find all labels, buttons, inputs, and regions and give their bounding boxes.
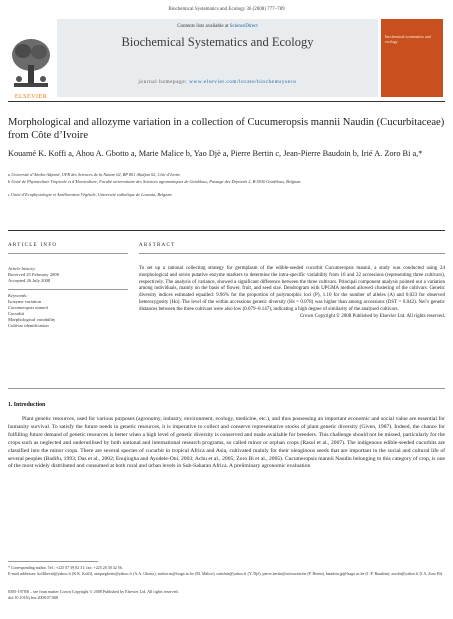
keyword: Cultivar identification [8, 323, 49, 328]
copyright-line: Crown Copyright © 2008 Published by Elsevier Ltd. All rights reserved. [299, 313, 445, 319]
homepage-link[interactable]: www.elsevier.com/locate/biochemsyseco [189, 79, 297, 85]
contents-line: Contents lists available at ScienceDirect [177, 24, 258, 29]
cover-title: biochemical systematics and ecology [385, 34, 431, 44]
abstract-end-rule [8, 388, 445, 389]
affiliation-c: c Unité d’Ecophysiologie et Amélioration Végétale, Université catholique de Louvain, Belgium [8, 192, 172, 197]
keyword: Isozyme variation [8, 299, 42, 304]
email-footnote: E-mail addresses: koffikevin@yahoo.fr (K.K. Koffi), aniquegbotto@yahoo.fr (A.A. Gbotto), malice.m@fsagx.ac.be (M. Malice), satisfaie@yahoo.fr (Y. Djè), pierre.bertin@uclouvain.be (P. Bertin), baudoin.jp@fsagx.ac.be (J.-P. Baudoin), zorobi@yahoo.fr (I.A. Zoro Bi). [8, 571, 444, 576]
keyword: Cucumeropsis mannii [8, 305, 49, 310]
corresponding-footnote: * Corresponding author. Tel.: +225 07 39 02 31; fax: +225 20 30 42 56. [8, 565, 123, 570]
section-heading: 1. Introduction [8, 402, 46, 408]
keywords-rule [8, 289, 128, 290]
keyword: Morphological variability [8, 317, 56, 322]
abstract-heading: ABSTRACT [139, 243, 176, 248]
elsevier-tree-logo [8, 35, 54, 93]
journal-homepage: journal homepage: www.elsevier.com/locate/biochemsyseco [138, 79, 297, 85]
received-date: Received 25 February 2008 [8, 272, 59, 277]
journal-cover-image [381, 19, 443, 97]
keyword: Cucurbit [8, 311, 25, 316]
journal-title: Biochemical Systematics and Ecology [121, 35, 314, 49]
keywords: Keywords: Isozyme variation Cucumeropsis mannii Cucurbit Morphological variability Cultivar identification [8, 293, 128, 329]
doi-line[interactable]: doi:10.1016/j.bse.2008.07.008 [8, 595, 58, 600]
journal-banner [57, 19, 378, 97]
issn-line: 0305-1978/$ – see front matter Crown Copyright © 2008 Published by Elsevier Ltd. All rights reserved. [8, 589, 179, 594]
running-head: Biochemical Systematics and Ecology 36 (2008) 777–789 [168, 7, 285, 12]
sciencedirect-link[interactable]: ScienceDirect [229, 24, 258, 29]
author-list: Kouamé K. Koffi a, Ahou A. Gbotto a, Marie Malice b, Yao Djè a, Pierre Bertin c, Jean-Pierre Baudoin b, Irié A. Zoro Bi a,* [8, 149, 423, 158]
footnote-rule [8, 561, 98, 562]
header-rule [8, 101, 445, 102]
article-info-rule [8, 253, 128, 254]
abstract-rule [139, 253, 445, 254]
affiliation-a: a Université d’Abobo-Adjamé, UFR des Sciences de la Nature 02, BP 801 Abidjan 02, Côte d’Ivoire [8, 172, 181, 177]
section-rule [8, 230, 445, 231]
abstract-text: To set up a rational collecting strategy for germplasm of the edible-seeded cucurbit Cucumeropsis mannii, a study was conducted using 24 morphological and seven putative enzyme markers to determine the intra-specific variability from 16 and 22 accessions (representing three cultivars), respectively. The analysis of variance, showed a significant difference between the three cultivars. Principal component analysis pointed out a variation among individuals, mainly on the basis of flower, fruit, and seed size. Dendrogram with UPGMA method allowed clustering of the cultivars. Genetic diversity indices estimated equalled: 9.96% for the proportion of polymorphic loci (P), 1.10 for the number of alleles (A) and 0.023 for observed heterozygosity (Ho). The level of the within accessions genetic diversity (Hs = 0.078) was higher than among accessions (DST = 0.042). Nei’s genetic distances between the three cultivars were also low (0.079–0.147), indicating a high degree of similarity of the analysed cultivars. Crown Copyright © 2008 Published by Elsevier Ltd. All rights reserved. [139, 266, 445, 319]
introduction-text: Plant genetic resources, used for various purposes (agronomy, industry, environment, ecology, medicine, etc.), and thus possessing an important economic and social value are essential for humanity survival. To satisfy the future needs in genetic resources, it is imperative to collect and conserve representative stocks of plant genetic diversity (Given, 1987). Indeed, the chance for fulfilling future demand of genetic resources is better when a high level of genetic diversity is conserved and made available for breeders. This challenge should not be missed, particularly for the crops such as neglected and underutilised by both national and international research programs, so called minor or orphan crops (Rasul et al., 2007). The indigenous edible-seeded cucurbits are classified into the minor crops. There are several species of cucurbit in tropical Africa and Asia, cultivated mainly for their oleaginous seeds that are important in the social and cultural life of several peoples (Badifu, 1993; Das et al., 2002; Enujiugha and Ayodele-Oni, 2003; Achu et al., 2005; Zoro Bi et al., 2005). Cucumeropsis mannii Naudin belonging to this category of crop, is one of the most widely distributed and consumed at both rural and urban levels in Sub-Saharan Africa. A preliminary agronomic evaluation [8, 416, 445, 470]
affiliation-b: b Unité de Phytotechnie Tropicale et d’Horticulture, Faculté universitaire des Sciences agronomiques de Gembloux, Passage des Déportés 2, B-5030 Gembloux, Belgium [8, 179, 301, 184]
article-title: Morphological and allozyme variation in a collection of Cucumeropsis mannii Naudin (Cucurbitaceae) from Côte d’Ivoire [8, 117, 445, 141]
article-info-heading: ARTICLE INFO [8, 243, 58, 248]
accepted-date: Accepted 26 July 2008 [8, 278, 51, 283]
article-history: Article history: Received 25 February 2008 Accepted 26 July 2008 [8, 266, 128, 284]
elsevier-wordmark: ELSEVIER [14, 94, 48, 100]
